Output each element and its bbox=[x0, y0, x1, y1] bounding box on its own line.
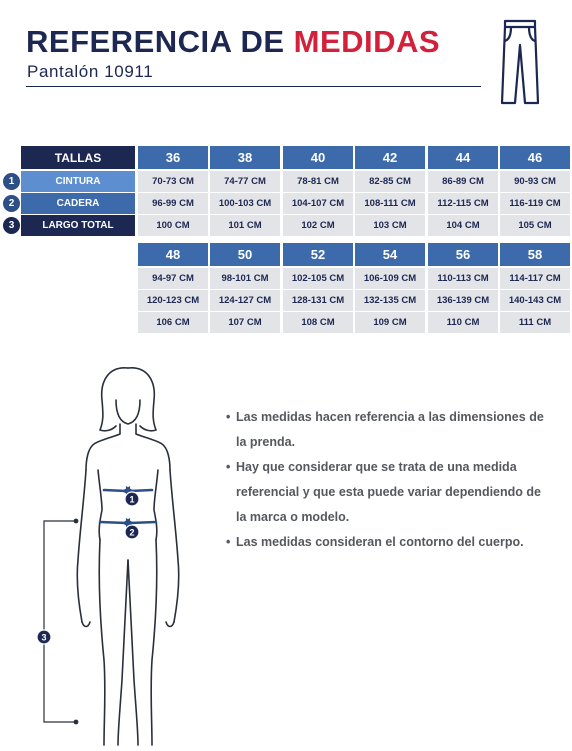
cintura-cell: 102-105 CM bbox=[283, 268, 353, 289]
marker-1-label: 1 bbox=[129, 494, 135, 505]
cintura-cell: 82-85 CM bbox=[355, 171, 425, 192]
cadera-cell: 96-99 CM bbox=[138, 193, 208, 214]
size-header-cell: 42 bbox=[355, 146, 425, 169]
size-header-cell: 54 bbox=[355, 243, 425, 266]
size-header-cell: 56 bbox=[428, 243, 498, 266]
largo-cell: 105 CM bbox=[500, 215, 570, 236]
size-header-cell: 58 bbox=[500, 243, 570, 266]
note-text: Las medidas hacen referencia a las dimensiones de la prenda. bbox=[236, 410, 544, 449]
size-header-cell: 46 bbox=[500, 146, 570, 169]
largo-cell: 103 CM bbox=[355, 215, 425, 236]
cintura-cell: 90-93 CM bbox=[500, 171, 570, 192]
note-item bbox=[226, 530, 546, 555]
note-text: Hay que considerar que se trata de una medida referencial y que esta puede variar dependiendo de la marca o modelo. bbox=[236, 460, 541, 524]
cintura-cell: 74-77 CM bbox=[210, 171, 280, 192]
note-text: Las medidas consideran el contorno del cuerpo. bbox=[236, 535, 524, 549]
tallas-header: TALLAS bbox=[21, 146, 135, 169]
row-label-largo: LARGO TOTAL bbox=[21, 215, 135, 236]
title-accent: MEDIDAS bbox=[293, 24, 441, 59]
cadera-cell: 136-139 CM bbox=[428, 290, 498, 311]
marker-3-label: 3 bbox=[41, 632, 47, 643]
largo-cell: 110 CM bbox=[428, 312, 498, 333]
page-subtitle: Pantalón 10911 bbox=[27, 62, 154, 81]
cintura-cell: 106-109 CM bbox=[355, 268, 425, 289]
cadera-cell: 100-103 CM bbox=[210, 193, 280, 214]
row-number-badge: 1 bbox=[2, 172, 21, 191]
largo-cell: 106 CM bbox=[138, 312, 208, 333]
row-number-badge: 2 bbox=[2, 194, 21, 213]
size-header-cell: 44 bbox=[428, 146, 498, 169]
size-header-cell: 52 bbox=[283, 243, 353, 266]
cintura-cell: 114-117 CM bbox=[500, 268, 570, 289]
row-label-cintura: CINTURA bbox=[21, 171, 135, 192]
notes-list bbox=[226, 405, 546, 555]
cadera-cell: 132-135 CM bbox=[355, 290, 425, 311]
cadera-cell: 104-107 CM bbox=[283, 193, 353, 214]
cintura-cell: 110-113 CM bbox=[428, 268, 498, 289]
size-header-cell: 36 bbox=[138, 146, 208, 169]
page-title bbox=[26, 24, 440, 60]
row-number-badge: 3 bbox=[2, 216, 21, 235]
marker-2-label: 2 bbox=[129, 527, 135, 538]
title-divider bbox=[26, 86, 481, 87]
cintura-cell: 94-97 CM bbox=[138, 268, 208, 289]
cadera-cell: 124-127 CM bbox=[210, 290, 280, 311]
cintura-cell: 70-73 CM bbox=[138, 171, 208, 192]
cintura-cell: 98-101 CM bbox=[210, 268, 280, 289]
cadera-cell: 140-143 CM bbox=[500, 290, 570, 311]
row-label-cadera: CADERA bbox=[21, 193, 135, 214]
largo-cell: 111 CM bbox=[500, 312, 570, 333]
size-header-cell: 48 bbox=[138, 243, 208, 266]
cadera-cell: 112-115 CM bbox=[428, 193, 498, 214]
cadera-cell: 108-111 CM bbox=[355, 193, 425, 214]
size-header-cell: 40 bbox=[283, 146, 353, 169]
cintura-cell: 86-89 CM bbox=[428, 171, 498, 192]
cadera-cell: 120-123 CM bbox=[138, 290, 208, 311]
size-header-cell: 38 bbox=[210, 146, 280, 169]
largo-cell: 108 CM bbox=[283, 312, 353, 333]
largo-cell: 102 CM bbox=[283, 215, 353, 236]
pants-icon bbox=[500, 19, 540, 107]
largo-cell: 104 CM bbox=[428, 215, 498, 236]
largo-cell: 101 CM bbox=[210, 215, 280, 236]
largo-cell: 109 CM bbox=[355, 312, 425, 333]
body-silhouette-figure bbox=[30, 360, 220, 751]
largo-cell: 107 CM bbox=[210, 312, 280, 333]
note-item bbox=[226, 405, 546, 455]
note-item bbox=[226, 455, 546, 530]
largo-cell: 100 CM bbox=[138, 215, 208, 236]
title-main: REFERENCIA DE bbox=[26, 24, 294, 59]
bullet-icon: • bbox=[226, 410, 231, 424]
cadera-cell: 128-131 CM bbox=[283, 290, 353, 311]
size-header-cell: 50 bbox=[210, 243, 280, 266]
cintura-cell: 78-81 CM bbox=[283, 171, 353, 192]
bullet-icon: • bbox=[226, 460, 231, 474]
bullet-icon: • bbox=[226, 535, 231, 549]
cadera-cell: 116-119 CM bbox=[500, 193, 570, 214]
